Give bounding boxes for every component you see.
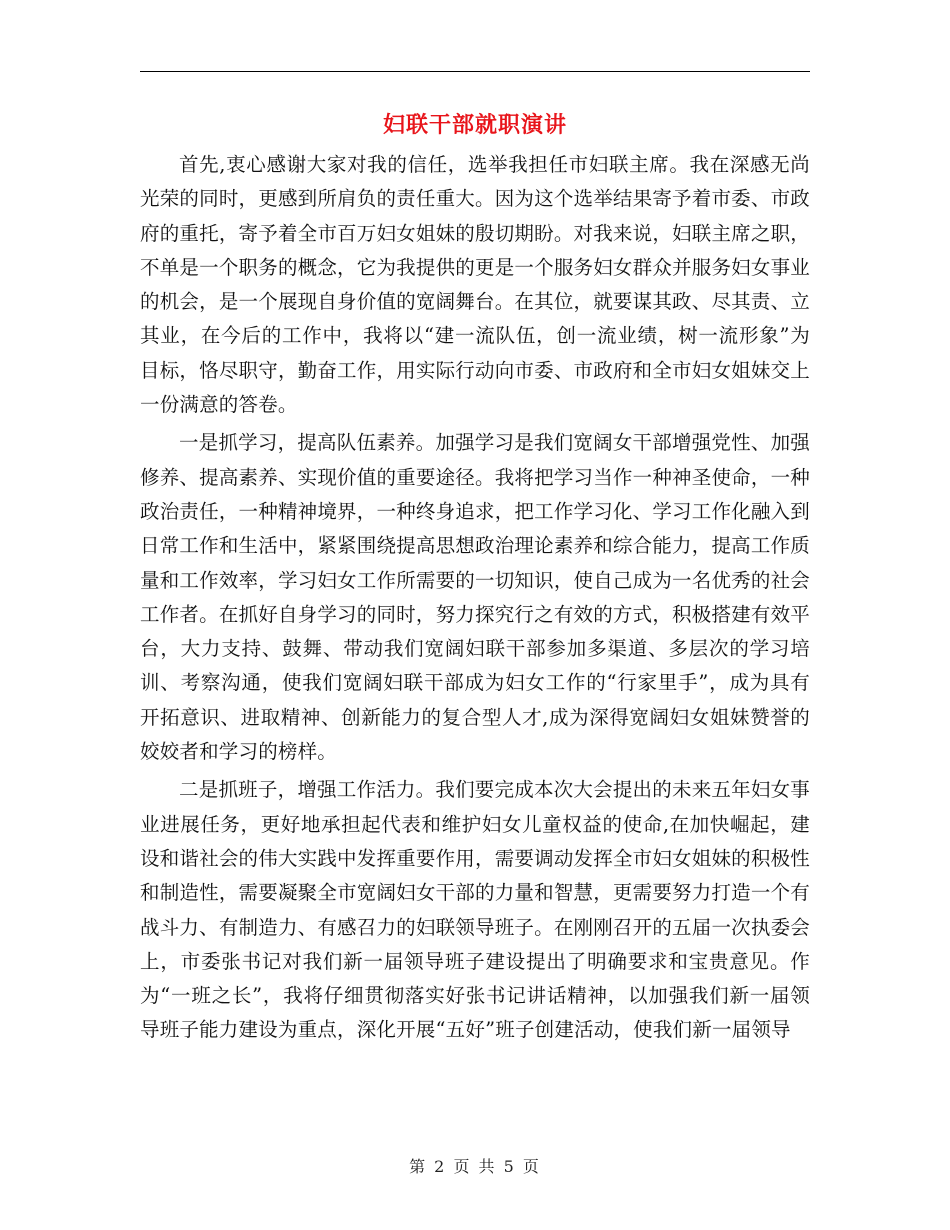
document-title: 妇联干部就职演讲: [382, 112, 567, 138]
document-body: [140, 148, 810, 1052]
paragraph-intro: 首先,衷心感谢大家对我的信任，选举我担任市妇联主席。我在深感无尚光荣的同时，更感到所肩负的责任重大。因为这个选举结果寄予着市委、市政府的重托，寄予着全市百万妇女姐妹的殷切期盼。对我来说，妇联主席之职，不单是一个职务的概念，它为我提供的更是一个服务妇女群众并服务妇女事业的机会，是一个展现自身价值的宽阔舞台。在其位，就要谋其政、尽其责、立其业，在今后的工作中，我将以“建一流队伍，创一流业绩，树一流形象”为目标，恪尽职守，勤奋工作，用实际行动向市委、市政府和全市妇女姐妹交上一份满意的答卷。: [140, 153, 810, 417]
page-number-footer: 第 2 页 共 5 页: [409, 1157, 541, 1176]
header-rule: [140, 71, 810, 72]
paragraph-study: 一是抓学习，提高队伍素养。加强学习是我们宽阔女干部增强党性、加强修养、提高素养、实现价值的重要途径。我将把学习当作一种神圣使命，一种政治责任，一种精神境界，一种终身追求，把工作学习化、学习工作化融入到日常工作和生活中，紧紧围绕提高思想政治理论素养和综合能力，提高工作质量和工作效率，学习妇女工作所需要的一切知识，使自己成为一名优秀的社会工作者。在抓好自身学习的同时，努力探究行之有效的方式，积极搭建有效平台，大力支持、鼓舞、带动我们宽阔妇联干部参加多渠道、多层次的学习培训、考察沟通，使我们宽阔妇联干部成为妇女工作的“行家里手”，成为具有开拓意识、进取精神、创新能力的复合型人才,成为深得宽阔妇女姐妹赞誉的姣姣者和学习的榜样。: [140, 431, 810, 764]
paragraph-team: 二是抓班子，增强工作活力。我们要完成本次大会提出的未来五年妇女事业进展任务，更好地承担起代表和维护妇女儿童权益的使命,在加快崛起，建设和谐社会的伟大实践中发挥重要作用，需要调动发挥全市妇女姐妹的积极性和制造性，需要凝聚全市宽阔妇女干部的力量和智慧，更需要努力打造一个有战斗力、有制造力、有感召力的妇联领导班子。在刚刚召开的五届一次执委会上，市委张书记对我们新一届领导班子建设提出了明确要求和宝贵意见。作为“一班之长”，我将仔细贯彻落实好张书记讲话精神，以加强我们新一届领导班子能力建设为重点，深化开展“五好”班子创建活动，使我们新一届领导: [140, 778, 810, 1042]
